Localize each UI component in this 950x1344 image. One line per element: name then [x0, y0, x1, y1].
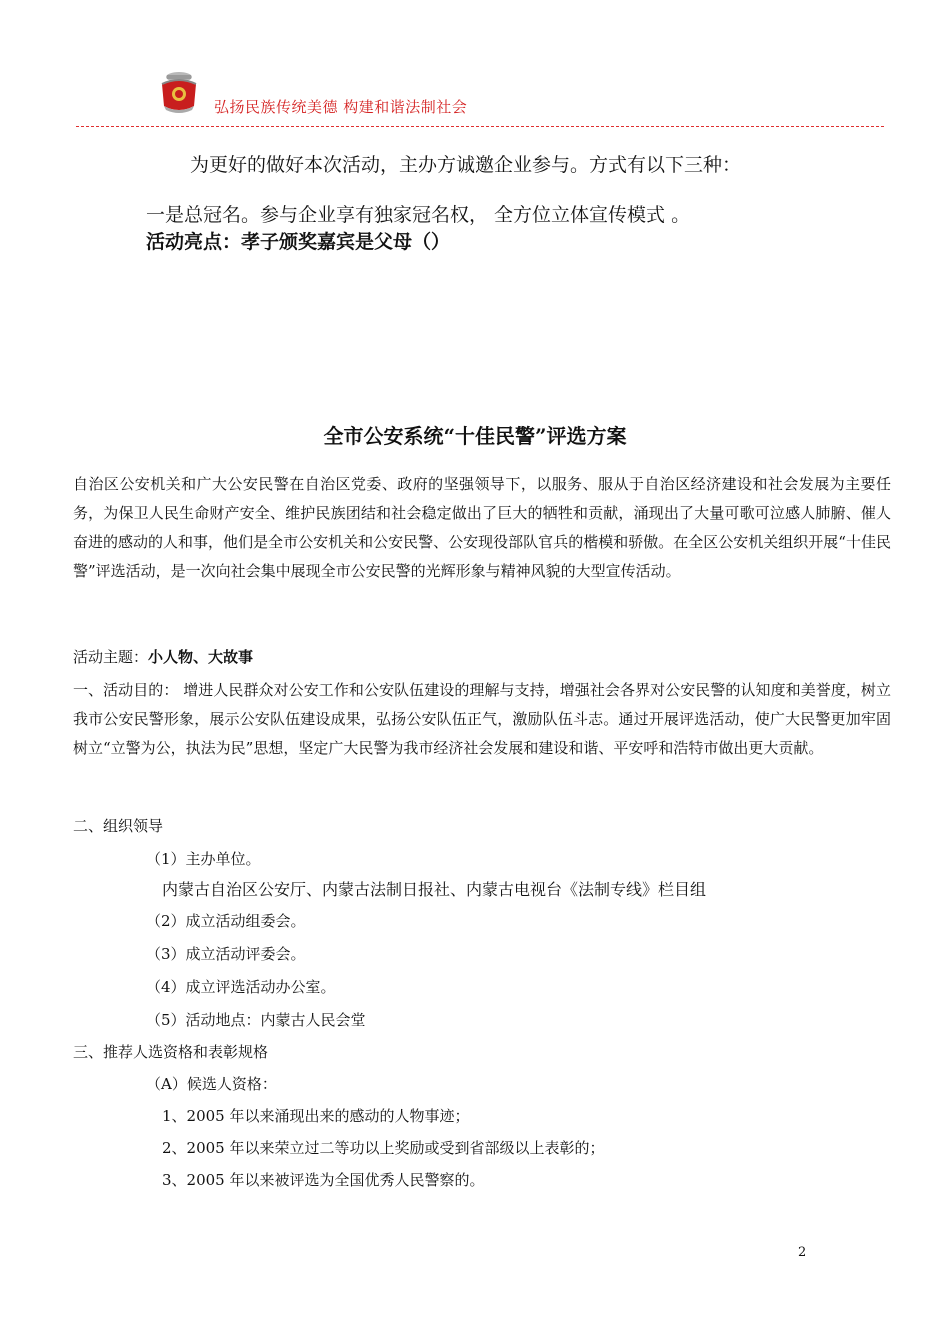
theme-label: 活动主题：: [73, 648, 149, 666]
org-item-5: （5）活动地点：内蒙古人民会堂: [146, 1011, 366, 1029]
org-item-2: （2）成立活动组委会。: [146, 912, 306, 930]
rec-a: （A）候选人资格：: [146, 1075, 277, 1093]
org-item-4: （4）成立评选活动办公室。: [146, 978, 336, 996]
police-emblem-icon: [158, 70, 200, 114]
option-one-text: 一是总冠名。参与企业享有独家冠名权， 全方位立体宣传模式 。: [146, 204, 691, 226]
rec-heading: 三、推荐人选资格和表彰规格: [73, 1043, 269, 1061]
rec-a-item-2: 2、2005 年以来荣立过二等功以上奖励或受到省部级以上表彰的；: [162, 1139, 605, 1157]
lead-paragraph: 自治区公安机关和广大公安民警在自治区党委、政府的坚强领导下，以服务、服从于自治区经济建设和社会发展为主要任务，为保卫人民生命财产安全、维护民族团结和社会稳定做出了巨大的牺牲和贡献，涌现出了大量可歌可泣感人肺腑、催人奋进的感动的人和事，他们是全市公安机关和公安民警、公安现役部队官兵的楷模和骄傲。在全区公安机关组织开展“十佳民警”评选活动，是一次向社会集中展现全市公安民警的光辉形象与精神风貌的大型宣传活动。: [73, 475, 891, 580]
org-item-1: （1）主办单位。: [146, 850, 261, 868]
org-item-3: （3）成立活动评委会。: [146, 945, 306, 963]
org-heading: 二、组织领导: [73, 817, 164, 835]
header-slogan: 弘扬民族传统美德 构建和谐法制社会: [214, 98, 468, 116]
doc-title: 全市公安系统“十佳民警”评选方案: [323, 424, 627, 448]
header-divider: [76, 126, 884, 127]
theme-line: [73, 646, 253, 667]
theme-value: 小人物、大故事: [148, 648, 254, 666]
invite-text: 为更好的做好本次活动，主办方诚邀企业参与。方式有以下三种：: [190, 154, 742, 176]
rec-a-item-1: 1、2005 年以来涌现出来的感动的人物事迹；: [162, 1107, 470, 1125]
page-number: 2: [798, 1245, 807, 1260]
org-item-1-detail: 内蒙古自治区公安厅、内蒙古法制日报社、内蒙古电视台《法制专线》栏目组: [162, 880, 707, 899]
purpose-paragraph: 一、活动目的： 增进人民群众对公安工作和公安队伍建设的理解与支持，增强社会各界对公安民警的认知度和美誉度，树立我市公安民警形象，展示公安队伍建设成果，弘扬公安队伍正气，激励队伍斗志。通过开展评选活动，使广大民警更加牢固树立“立警为公，执法为民”思想，坚定广大民警为我市经济社会发展和建设和谐、平安呼和浩特市做出更大贡献。: [73, 681, 891, 757]
highlight-text: 活动亮点：孝子颁奖嘉宾是父母（）: [146, 231, 451, 253]
rec-a-item-3: 3、2005 年以来被评选为全国优秀人民警察的。: [162, 1171, 485, 1189]
